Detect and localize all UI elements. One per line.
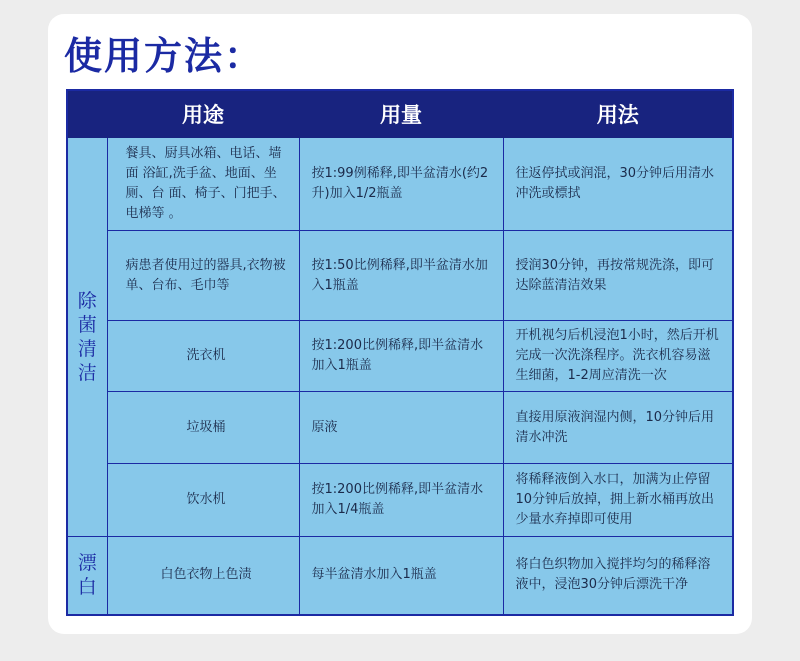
header-dosage: 用量 (299, 90, 503, 138)
cell-method: 授润30分钟，再按常规洗涤，即可达除蓝清洁效果 (503, 231, 733, 321)
cell-use: 饮水机 (107, 464, 299, 537)
cell-method: 将白色织物加入搅拌均匀的稀释溶液中，浸泡30分钟后漂洗干净 (503, 537, 733, 615)
page-title: 使用方法： (64, 34, 265, 78)
category-bleach (67, 537, 107, 615)
cell-method: 直接用原液润湿内侧，10分钟后用清水冲洗 (503, 392, 733, 464)
cell-method: 往返停拭或润混，30分钟后用清水冲洗或標拭 (503, 138, 733, 231)
table-row (67, 231, 733, 321)
table-row (67, 321, 733, 392)
table-header-row (67, 90, 733, 138)
table-row (67, 392, 733, 464)
cell-dosage: 按1:200比例稀释,即半盆清水加入1瓶盖 (299, 321, 503, 392)
cell-dosage: 按1:99例稀释,即半盆清水(约2升)加入1/2瓶盖 (299, 138, 503, 231)
header-empty (67, 90, 107, 138)
cell-dosage: 按1:50比例稀释,即半盆清水加入1瓶盖 (299, 231, 503, 321)
category-label: 漂白 (77, 552, 97, 599)
cell-use: 病患者使用过的器具,衣物被 单、台布、毛巾等 (107, 231, 299, 321)
cell-dosage: 每半盆清水加入1瓶盖 (299, 537, 503, 615)
header-use: 用途 (107, 90, 299, 138)
usage-table (66, 89, 734, 616)
cell-use: 白色衣物上色渍 (107, 537, 299, 615)
category-label: 除菌清洁 (77, 290, 97, 384)
cell-method: 将稀释液倒入水口，加满为止停留10分钟后放掉，拥上新水桶再放出少量水弃掉即可使用 (503, 464, 733, 537)
table-row (67, 138, 733, 231)
cell-method: 开机视匀后机浸泡1小时，然后开机完成一次洗涤程序。洗衣机容易滋生细菌，1-2周应清洗一次 (503, 321, 733, 392)
cell-use: 洗衣机 (107, 321, 299, 392)
table-row (67, 464, 733, 537)
cell-use: 餐具、厨具冰箱、电话、墙面 浴缸,洗手盆、地面、坐厕、台 面、椅子、门把手、电梯等 。 (107, 138, 299, 231)
category-disinfect (67, 138, 107, 537)
table-row (67, 537, 733, 615)
cell-dosage: 原液 (299, 392, 503, 464)
cell-use: 垃圾桶 (107, 392, 299, 464)
cell-dosage: 按1:200比例稀释,即半盆清水加入1/4瓶盖 (299, 464, 503, 537)
header-method: 用法 (503, 90, 733, 138)
